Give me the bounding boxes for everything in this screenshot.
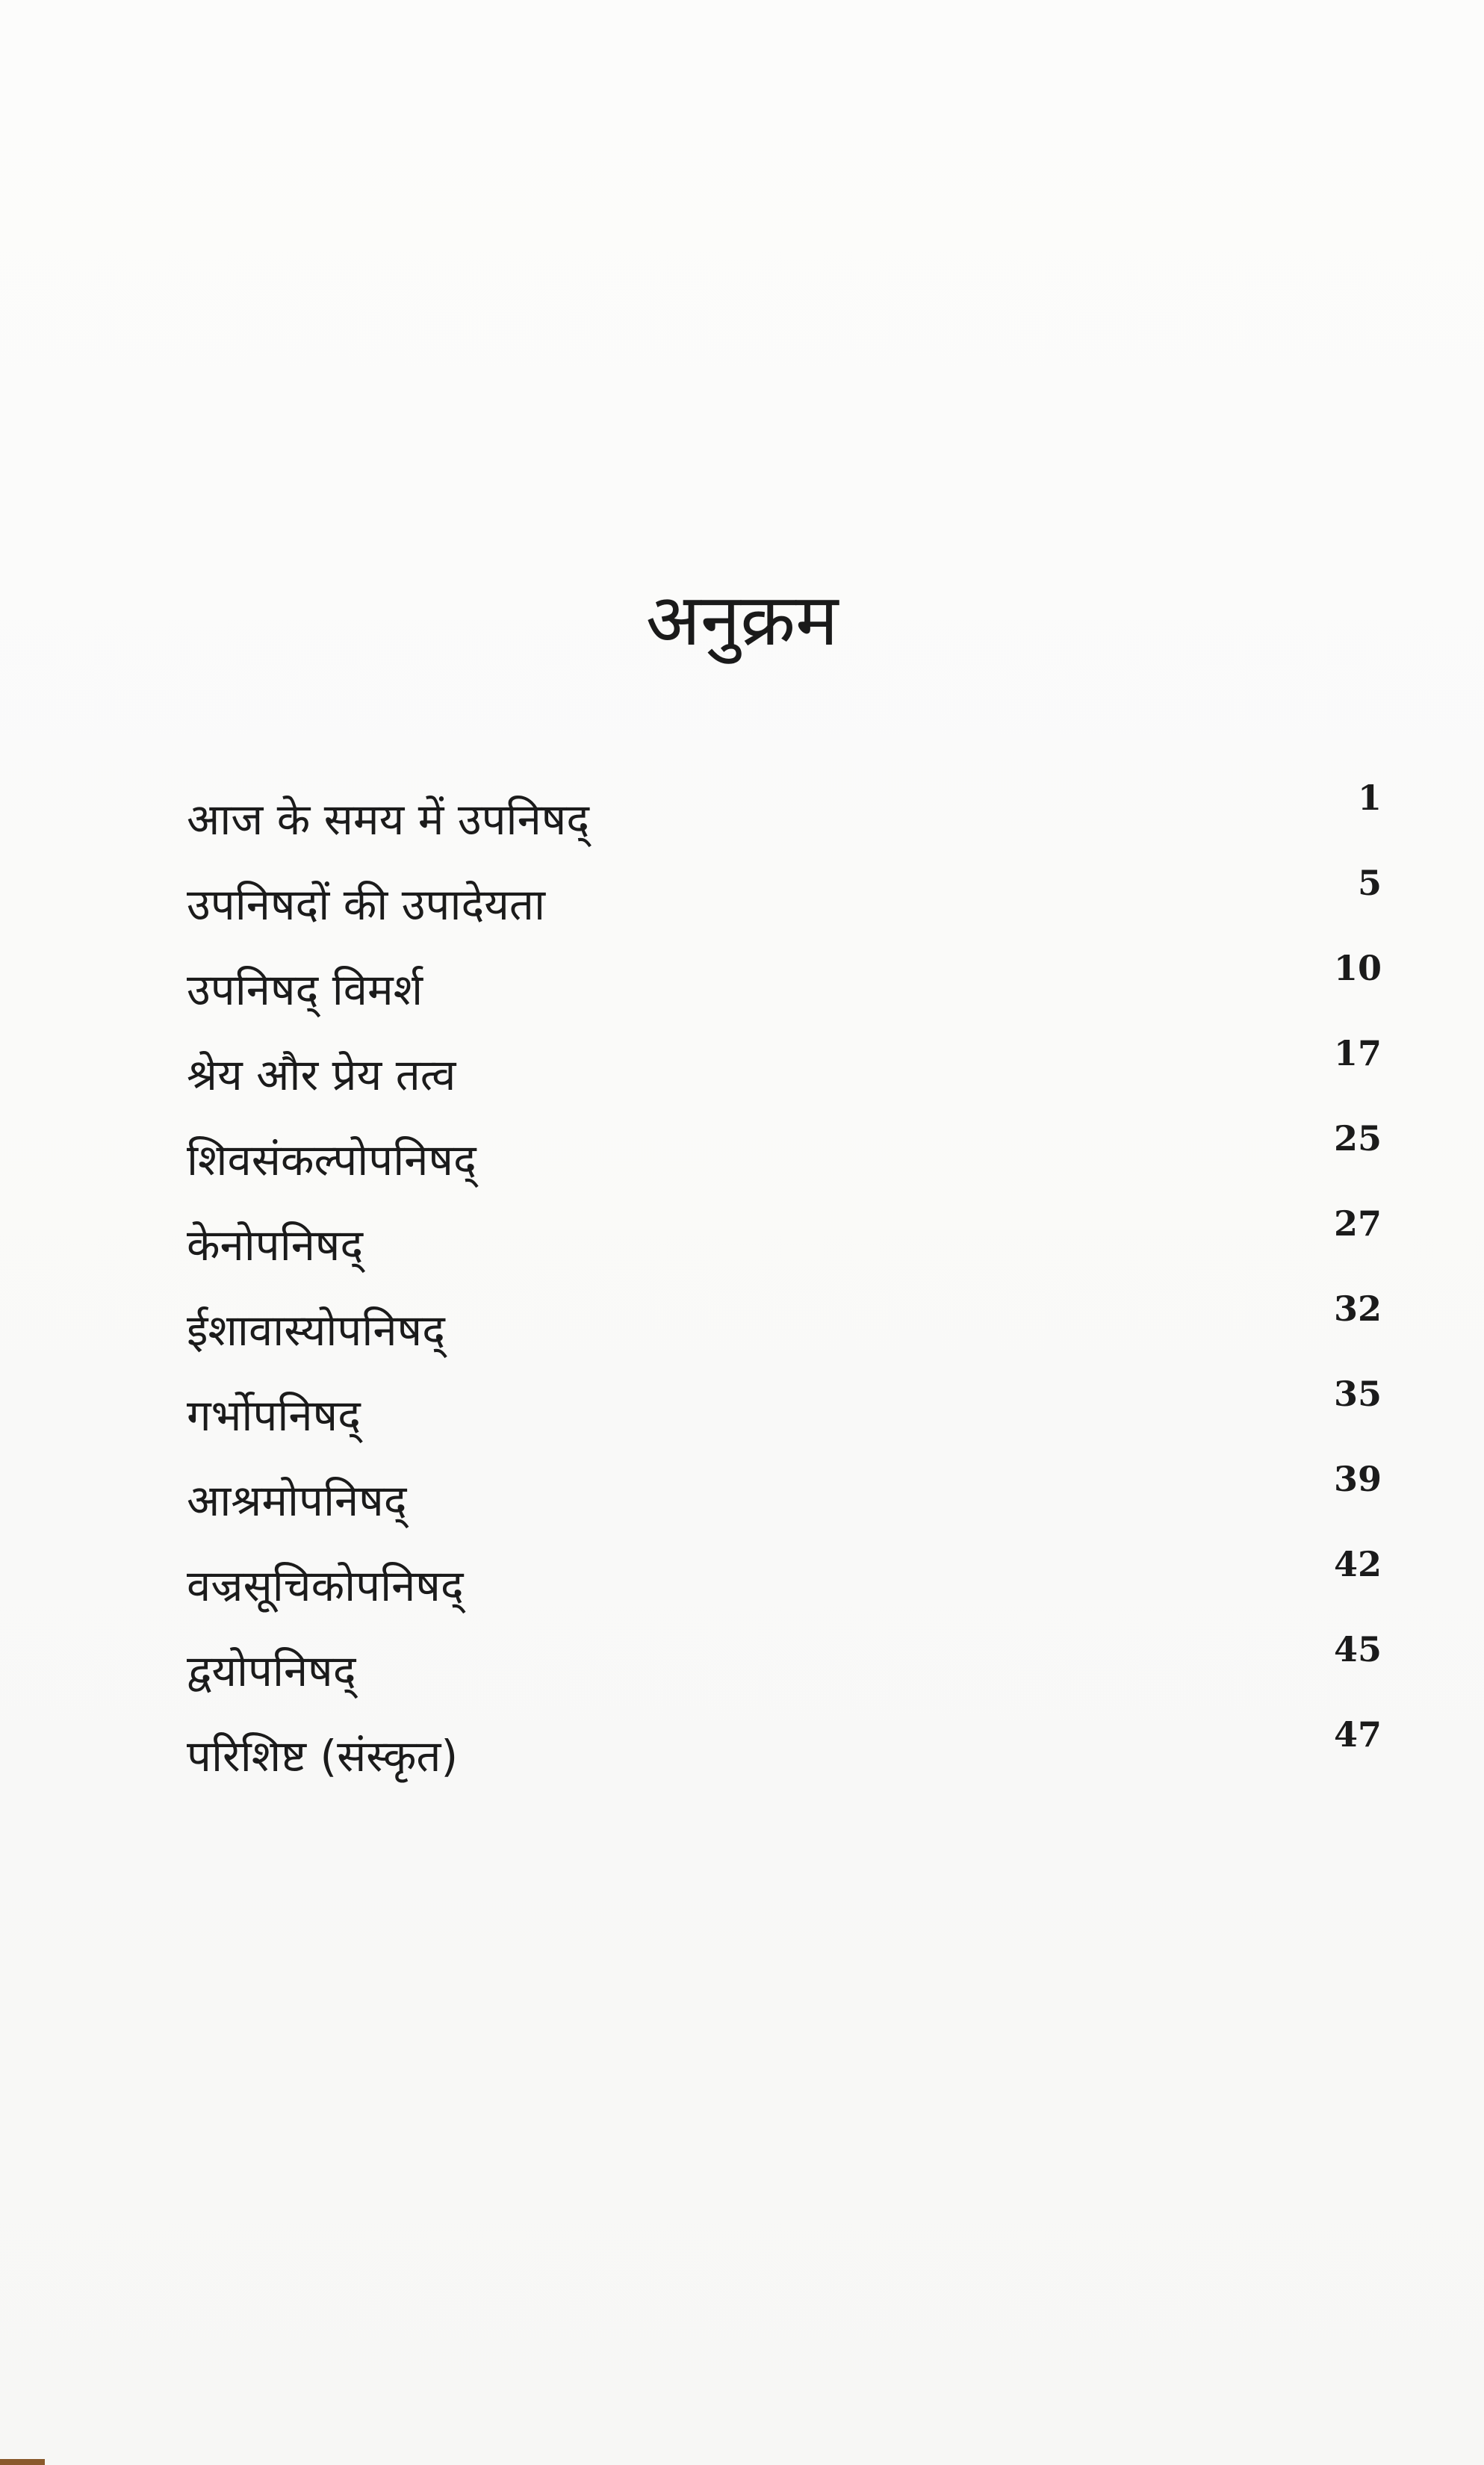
toc-entry-title: शिवसंकल्पोपनिषद् xyxy=(187,1135,476,1185)
page-title: अनुक्रम xyxy=(645,578,839,662)
toc-entry-page: 25 xyxy=(1333,1118,1382,1159)
toc-entry-title: द्वयोपनिषद् xyxy=(187,1646,356,1696)
toc-entry-page: 5 xyxy=(1357,863,1382,903)
toc-entry-page: 42 xyxy=(1333,1544,1382,1584)
toc-entry-page: 35 xyxy=(1333,1374,1382,1414)
toc-entry-title: ईशावास्योपनिषद् xyxy=(187,1305,445,1356)
toc-entry xyxy=(187,1373,1382,1458)
toc-entry-page: 45 xyxy=(1333,1629,1382,1669)
toc-entry xyxy=(187,1032,1382,1117)
toc-entry-title: वज्रसूचिकोपनिषद् xyxy=(187,1560,464,1611)
toc-entry-title: गर्भोपनिषद् xyxy=(187,1390,361,1441)
toc-entry xyxy=(187,862,1382,947)
toc-entry-title: उपनिषदों की उपादेयता xyxy=(187,879,545,930)
toc-entry xyxy=(187,1458,1382,1543)
toc-entry-page: 47 xyxy=(1333,1714,1382,1755)
toc-entry xyxy=(187,947,1382,1032)
toc-entry xyxy=(187,1543,1382,1628)
table-of-contents xyxy=(187,777,1382,1799)
toc-entry-title: परिशिष्ट (संस्कृत) xyxy=(187,1731,459,1782)
toc-entry-title: केनोपनिषद् xyxy=(187,1220,364,1271)
toc-entry xyxy=(187,1117,1382,1203)
toc-entry xyxy=(187,1203,1382,1288)
toc-entry-page: 17 xyxy=(1333,1033,1382,1073)
toc-entry xyxy=(187,1714,1382,1799)
toc-entry xyxy=(187,777,1382,862)
toc-entry-page: 27 xyxy=(1333,1203,1382,1244)
page-edge-shadow xyxy=(0,2459,45,2465)
toc-entry-page: 10 xyxy=(1333,948,1382,988)
toc-entry-title: उपनिषद् विमर्श xyxy=(187,964,423,1015)
toc-entry-title: श्रेय और प्रेय तत्व xyxy=(187,1049,456,1100)
toc-entry-page: 39 xyxy=(1333,1459,1382,1499)
toc-entry xyxy=(187,1288,1382,1373)
toc-entry-title: आज के समय में उपनिषद् xyxy=(187,794,590,845)
toc-entry xyxy=(187,1628,1382,1714)
toc-entry-page: 1 xyxy=(1357,778,1382,818)
toc-entry-page: 32 xyxy=(1333,1289,1382,1329)
toc-entry-title: आश्रमोपनिषद् xyxy=(187,1475,407,1526)
